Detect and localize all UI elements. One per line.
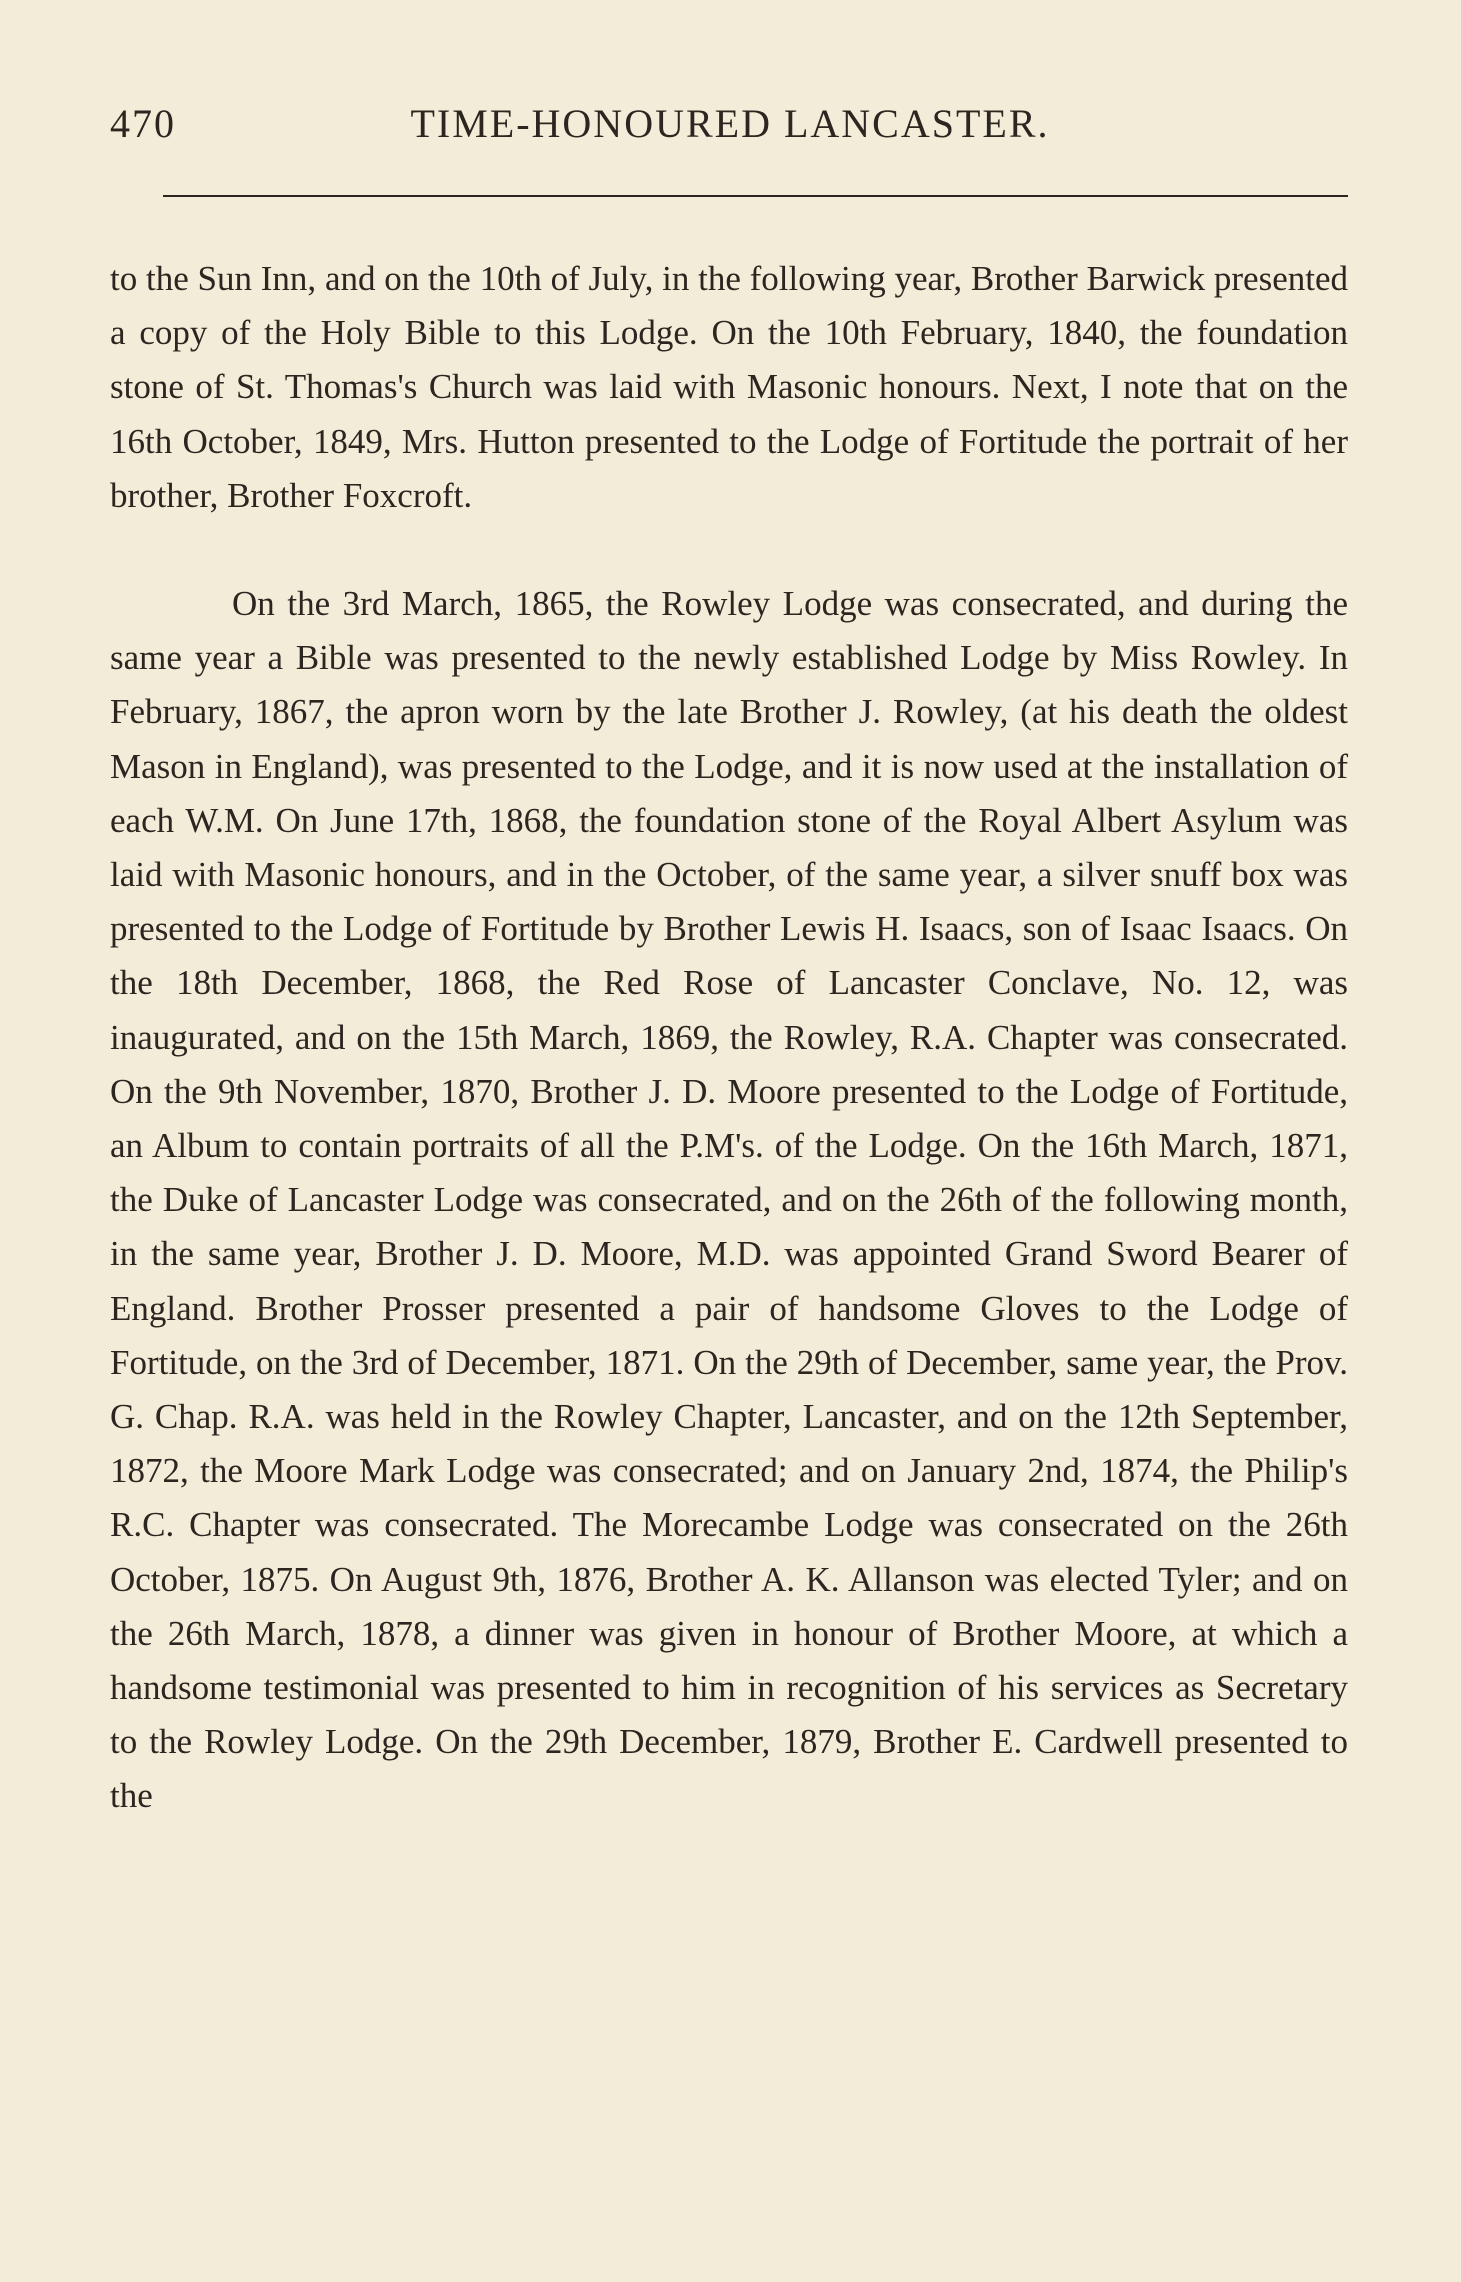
paragraph-continuation: to the Sun Inn, and on the 10th of July, in the following year, Brother Barwick presented a copy of the Holy Bible to this Lodge. On the 10th February, 1840, the foundation stone of St. Thomas's Church was laid with Masonic honours. Next, I note that on the 16th October, 1849, Mrs. Hutton presented to the Lodge of Fortitude the portrait of her brother, Brother Foxcroft. (110, 259, 1348, 515)
paragraph-rowley-lodge: On the 3rd March, 1865, the Rowley Lodge was consecrated, and during the same year a Bible was presented to the newly established Lodge by Miss Rowley. In February, 1867, the apron worn by the late Brother J. Rowley, (at his death the oldest Mason in England), was presented to the Lodge, and it is now used at the installation of each W.M. On June 17th, 1868, the foundation stone of the Royal Albert Asylum was laid with Masonic honours, and in the October, of the same year, a silver snuff box was presented to the Lodge of Fortitude by Brother Lewis H. Isaacs, son of Isaac Isaacs. On the 18th December, 1868, the Red Rose of Lancaster Conclave, No. 12, was inaugurated, and on the 15th March, 1869, the Rowley, R.A. Chapter was consecrated. On the 9th November, 1870, Brother J. D. Moore presented to the Lodge of Fortitude, an Album to contain portraits of all the P.M's. of the Lodge. On the 16th March, 1871, the Duke of Lancaster Lodge was consecrated, and on the 26th of the following month, in the same year, Brother J. D. Moore, M.D. was appointed Grand Sword Bearer of England. Brother Prosser presented a pair of handsome Gloves to the Lodge of Fortitude, on the 3rd of December, 1871. On the 29th of December, same year, the Prov. G. Chap. R.A. was held in the Rowley Chapter, Lancaster, and on the 12th September, 1872, the Moore Mark Lodge was consecrated; and on January 2nd, 1874, the Philip's R.C. Chapter was consecrated. The Morecambe Lodge was consecrated on the 26th October, 1875. On August 9th, 1876, Brother A. K. Allanson was elected Tyler; and on the 26th March, 1878, a dinner was given in honour of Brother Moore, at which a handsome testimonial was presented to him in recognition of his services as Secretary to the Rowley Lodge. On the 29th December, 1879, Brother E. Cardwell presented to the (110, 584, 1348, 1816)
running-title: TIME-HONOURED LANCASTER. (410, 101, 1050, 146)
header-rule (163, 195, 1348, 197)
running-head (110, 100, 1350, 160)
body-text (110, 252, 1348, 1824)
page-number: 470 (110, 101, 176, 146)
